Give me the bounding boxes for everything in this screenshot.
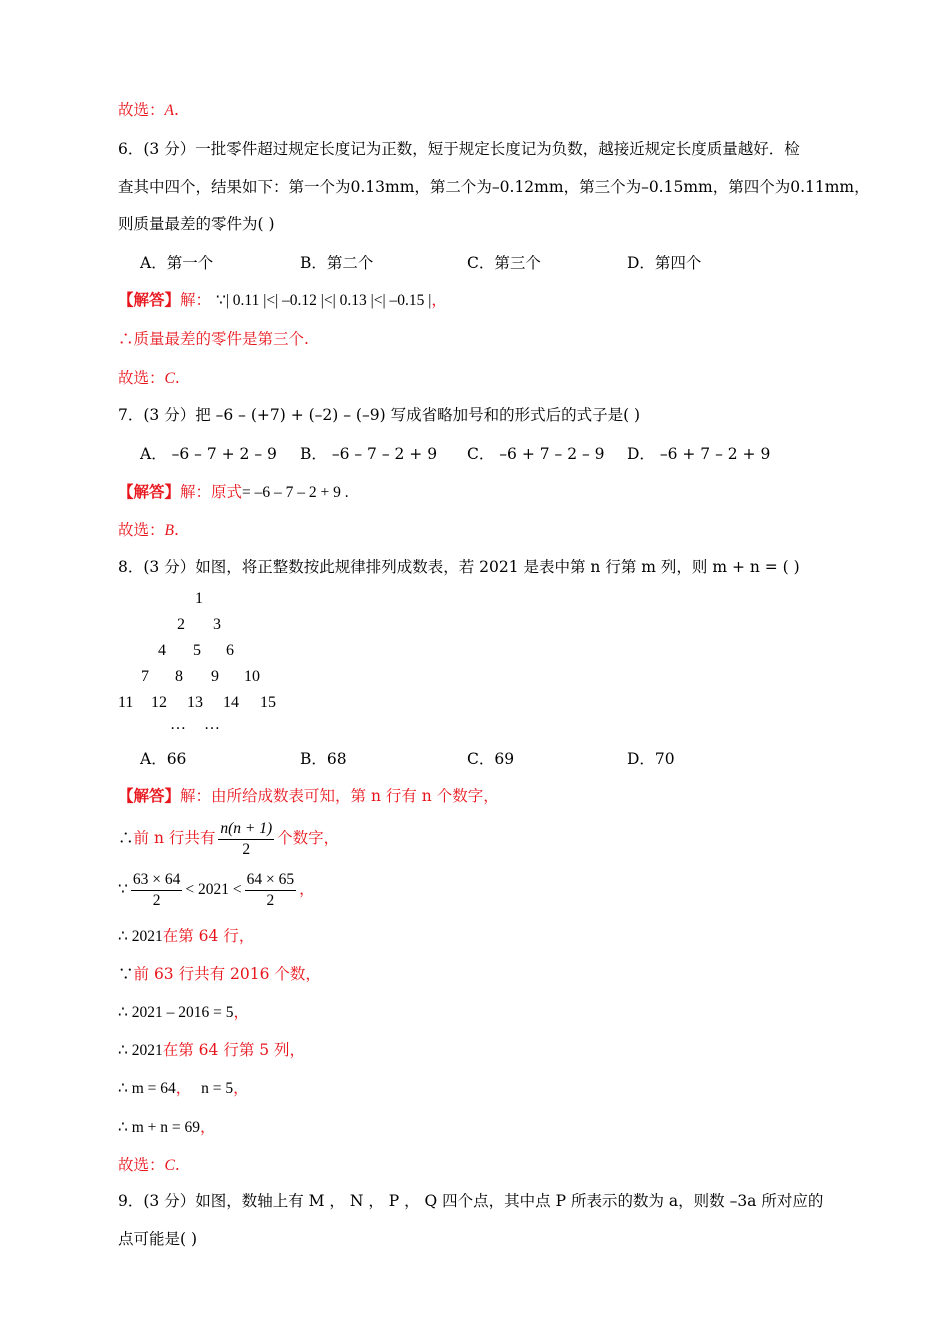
q8-solution-line1 xyxy=(118,786,499,806)
solution-intro: 解： xyxy=(180,483,212,501)
solution-punct: ， xyxy=(233,1003,249,1021)
q6-solution-line1 xyxy=(118,290,447,311)
solution-tag: 【解答】 xyxy=(118,290,181,309)
q7-option-d: D． –6 + 7 – 2 + 9 xyxy=(627,445,771,463)
choice-prefix: 故选： xyxy=(118,101,165,119)
q6-choice xyxy=(118,368,180,389)
q6-stem-line1: 6．(3 分）一批零件超过规定长度记为正数，短于规定长度记为负数，越接近规定长度质量越好．检 xyxy=(118,140,800,158)
q6-stem-line3: 则质量最差的零件为( ) xyxy=(118,215,275,233)
q9-stem-line1: 9．(3 分）如图，数轴上有 M ， N ， P ， Q 四个点，其中点 P 所表示的数为 a，则数 –3a 所对应的 xyxy=(118,1192,824,1210)
therefore-symbol: ∴ xyxy=(118,829,134,847)
choice-suffix: . xyxy=(174,369,180,387)
triangle-cell: 8 xyxy=(175,668,183,685)
solution-punct: ， xyxy=(299,880,315,898)
choice-prefix: 故选： xyxy=(118,369,165,387)
q8-option-a: A．66 xyxy=(140,750,187,768)
q8-choice xyxy=(118,1155,180,1176)
fraction-numerator: 64 × 65 xyxy=(245,870,297,891)
solution-text: 前 63 行共有 2016 个数， xyxy=(133,965,321,983)
q8-solution-line7 xyxy=(118,1040,305,1061)
q7-option-a: A． –6 – 7 + 2 – 9 xyxy=(140,445,277,463)
q7-solution xyxy=(118,482,349,503)
triangle-ellipsis: … xyxy=(170,716,186,733)
fraction xyxy=(245,870,297,911)
q8-solution-line8 xyxy=(118,1078,249,1099)
triangle-cell: 1 xyxy=(195,590,203,607)
solution-text: 由所给成数表可知，第 n 行有 n 个数字， xyxy=(211,787,499,805)
solution-tag: 【解答】 xyxy=(118,482,181,501)
q7-stem: 7．(3 分）把 –6 – (+7) + (–2) – (–9) 写成省略加号和的形式后的式子是( ) xyxy=(118,406,641,424)
triangle-ellipsis: … xyxy=(204,716,220,733)
q6-option-c: C．第三个 xyxy=(467,254,541,272)
solution-text: 前 n 行共有 xyxy=(133,829,216,847)
fraction-denominator: 2 xyxy=(152,891,161,909)
fraction-numerator: 63 × 64 xyxy=(131,870,183,891)
triangle-cell: 2 xyxy=(177,616,185,633)
triangle-cell: 10 xyxy=(244,668,260,685)
triangle-cell: 9 xyxy=(211,668,219,685)
q8-solution-line2 xyxy=(118,816,339,860)
solution-text: 个数字， xyxy=(277,829,340,847)
solution-punct: ， xyxy=(431,291,447,309)
choice-prefix: 故选： xyxy=(118,1156,165,1174)
q8-option-c: C．69 xyxy=(467,750,515,768)
triangle-cell: 4 xyxy=(158,642,166,659)
solution-text: 在第 64 行， xyxy=(162,927,255,945)
solution-math: ∴ 2021 – 2016 = 5 xyxy=(118,1004,234,1021)
triangle-cell: 12 xyxy=(151,694,167,711)
fraction xyxy=(131,870,183,911)
fraction-denominator: 2 xyxy=(242,840,251,858)
fraction xyxy=(218,819,274,860)
triangle-cell: 11 xyxy=(118,694,134,711)
solution-punct: ， xyxy=(175,1079,192,1097)
q7-choice xyxy=(118,520,179,541)
choice-suffix: . xyxy=(173,101,179,119)
solution-math: ∵| 0.11 |<| –0.12 |<| 0.13 |<| –0.15 | xyxy=(215,292,432,309)
q5-choice xyxy=(118,100,179,121)
q9-stem-line2: 点可能是( ) xyxy=(118,1230,198,1248)
q7-option-b: B． –6 – 7 – 2 + 9 xyxy=(300,445,438,463)
triangle-cell: 14 xyxy=(223,694,239,711)
q6-stem-line2: 查其中四个，结果如下：第一个为0.13mm，第二个为–0.12mm，第三个为–0.15mm，第四个为0.11mm， xyxy=(118,178,870,196)
triangle-cell: 13 xyxy=(187,694,203,711)
q6-option-d: D．第四个 xyxy=(627,254,702,272)
because-symbol: ∵ xyxy=(118,880,128,898)
q8-solution-line5 xyxy=(118,964,321,984)
solution-text: 在第 64 行第 5 列， xyxy=(162,1041,306,1059)
solution-math: ∴ 2021 xyxy=(118,1042,163,1059)
q8-option-b: B．68 xyxy=(300,750,347,768)
solution-math: ∴ 2021 xyxy=(118,928,163,945)
triangle-cell: 6 xyxy=(226,642,234,659)
choice-answer: C xyxy=(164,1157,175,1174)
inequality: < 2021 < xyxy=(185,881,242,898)
q8-solution-line9 xyxy=(118,1117,216,1138)
q8-solution-line4 xyxy=(118,926,254,947)
triangle-cell: 15 xyxy=(260,694,276,711)
solution-text: 原式 xyxy=(211,483,243,501)
solution-tag: 【解答】 xyxy=(118,786,181,805)
choice-suffix: . xyxy=(174,1156,180,1174)
solution-punct: ， xyxy=(200,1118,216,1136)
solution-intro: 解： xyxy=(180,787,212,805)
solution-math: n = 5 xyxy=(201,1080,234,1097)
solution-math: ∴ m + n = 69 xyxy=(118,1119,201,1136)
choice-suffix: . xyxy=(173,521,179,539)
choice-prefix: 故选： xyxy=(118,521,165,539)
triangle-cell: 7 xyxy=(141,668,149,685)
q6-option-b: B．第二个 xyxy=(300,254,374,272)
because-symbol: ∵ xyxy=(118,965,134,983)
fraction-numerator: n(n + 1) xyxy=(218,819,274,840)
triangle-cell: 3 xyxy=(213,616,221,633)
choice-answer: B xyxy=(164,522,174,539)
q8-solution-line6 xyxy=(118,1002,249,1023)
solution-math: = –6 – 7 – 2 + 9 . xyxy=(242,484,349,501)
choice-answer: A xyxy=(164,102,174,119)
q6-option-a: A．第一个 xyxy=(140,254,214,272)
q8-option-d: D．70 xyxy=(627,750,675,768)
solution-intro: 解： xyxy=(180,291,212,309)
choice-answer: C xyxy=(164,370,175,387)
solution-punct: ， xyxy=(233,1079,249,1097)
fraction-denominator: 2 xyxy=(266,891,275,909)
q6-solution-line2: ∴质量最差的零件是第三个. xyxy=(118,330,309,348)
solution-math: ∴ m = 64 xyxy=(118,1080,176,1097)
triangle-cell: 5 xyxy=(193,642,201,659)
q7-option-c: C． –6 + 7 – 2 – 9 xyxy=(467,445,605,463)
q8-solution-line3 xyxy=(118,867,315,911)
q8-stem: 8．(3 分）如图，将正整数按此规律排列成数表，若 2021 是表中第 n 行第 m 列，则 m + n = ( ) xyxy=(118,558,800,576)
